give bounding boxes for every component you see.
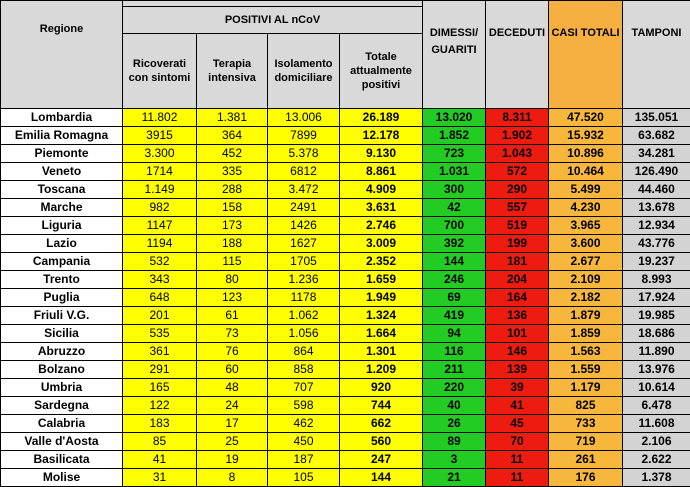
cell-total-cases: 2.182 [549, 289, 623, 307]
cell-total-positive: 744 [340, 397, 423, 415]
header-deceased: DECEDUTI [486, 1, 549, 109]
cell-tests: 34.281 [623, 145, 690, 163]
table-row [1, 397, 690, 415]
cell-home-isolation: 598 [268, 397, 340, 415]
cell-total-positive: 1.664 [340, 325, 423, 343]
cell-recovered: 211 [423, 361, 486, 379]
cell-recovered: 392 [423, 235, 486, 253]
cell-total-cases: 261 [549, 451, 623, 469]
cell-deceased: 1.902 [486, 127, 549, 145]
table-row [1, 451, 690, 469]
cell-hospitalized: 3.300 [123, 145, 197, 163]
table-row [1, 253, 690, 271]
cell-tests: 10.614 [623, 379, 690, 397]
cell-hospitalized: 1714 [123, 163, 197, 181]
cell-icu: 8 [197, 469, 268, 487]
cell-deceased: 101 [486, 325, 549, 343]
cell-deceased: 136 [486, 307, 549, 325]
cell-deceased: 8.311 [486, 109, 549, 127]
cell-recovered: 13.020 [423, 109, 486, 127]
cell-total-positive: 1.324 [340, 307, 423, 325]
cell-icu: 115 [197, 253, 268, 271]
cell-icu: 188 [197, 235, 268, 253]
cell-region: Lazio [1, 235, 123, 253]
cell-total-cases: 825 [549, 397, 623, 415]
cell-recovered: 26 [423, 415, 486, 433]
cell-tests: 13.976 [623, 361, 690, 379]
cell-hospitalized: 165 [123, 379, 197, 397]
cell-recovered: 300 [423, 181, 486, 199]
cell-recovered: 40 [423, 397, 486, 415]
table-row [1, 181, 690, 199]
cell-total-positive: 560 [340, 433, 423, 451]
cell-region: Basilicata [1, 451, 123, 469]
cell-hospitalized: 1.149 [123, 181, 197, 199]
cell-total-positive: 1.209 [340, 361, 423, 379]
cell-icu: 1.381 [197, 109, 268, 127]
cell-hospitalized: 85 [123, 433, 197, 451]
cell-total-positive: 920 [340, 379, 423, 397]
cell-deceased: 39 [486, 379, 549, 397]
cell-total-positive: 8.861 [340, 163, 423, 181]
table-row [1, 127, 690, 145]
cell-tests: 12.934 [623, 217, 690, 235]
cell-total-cases: 4.230 [549, 199, 623, 217]
cell-home-isolation: 5.378 [268, 145, 340, 163]
cell-region: Veneto [1, 163, 123, 181]
cell-total-positive: 1.301 [340, 343, 423, 361]
cell-region: Umbria [1, 379, 123, 397]
cell-deceased: 1.043 [486, 145, 549, 163]
cell-hospitalized: 343 [123, 271, 197, 289]
cell-home-isolation: 450 [268, 433, 340, 451]
cell-total-cases: 733 [549, 415, 623, 433]
table-row [1, 433, 690, 451]
header-hospitalized: Ricoverati con sintomi [123, 34, 197, 109]
cell-home-isolation: 462 [268, 415, 340, 433]
cell-recovered: 21 [423, 469, 486, 487]
cell-total-positive: 26.189 [340, 109, 423, 127]
header-total-cases: CASI TOTALI [549, 1, 623, 109]
cell-icu: 61 [197, 307, 268, 325]
cell-hospitalized: 31 [123, 469, 197, 487]
cell-home-isolation: 13.006 [268, 109, 340, 127]
cell-region: Molise [1, 469, 123, 487]
cell-total-positive: 3.009 [340, 235, 423, 253]
cell-icu: 76 [197, 343, 268, 361]
cell-hospitalized: 183 [123, 415, 197, 433]
cell-deceased: 181 [486, 253, 549, 271]
cell-region: Marche [1, 199, 123, 217]
cell-total-cases: 2.109 [549, 271, 623, 289]
cell-tests: 18.686 [623, 325, 690, 343]
cell-hospitalized: 532 [123, 253, 197, 271]
cell-home-isolation: 1.062 [268, 307, 340, 325]
cell-tests: 1.378 [623, 469, 690, 487]
cell-deceased: 519 [486, 217, 549, 235]
cell-total-positive: 9.130 [340, 145, 423, 163]
cell-region: Sardegna [1, 397, 123, 415]
cell-icu: 335 [197, 163, 268, 181]
cell-home-isolation: 3.472 [268, 181, 340, 199]
cell-deceased: 164 [486, 289, 549, 307]
table-row [1, 217, 690, 235]
cell-recovered: 42 [423, 199, 486, 217]
table-row [1, 199, 690, 217]
cell-hospitalized: 291 [123, 361, 197, 379]
cell-tests: 11.608 [623, 415, 690, 433]
cell-hospitalized: 41 [123, 451, 197, 469]
cell-tests: 19.237 [623, 253, 690, 271]
cell-recovered: 723 [423, 145, 486, 163]
cell-total-cases: 3.965 [549, 217, 623, 235]
header-icu: Terapia intensiva [197, 34, 268, 109]
table-row [1, 415, 690, 433]
cell-hospitalized: 361 [123, 343, 197, 361]
cell-hospitalized: 11.802 [123, 109, 197, 127]
table-row [1, 469, 690, 487]
cell-tests: 17.924 [623, 289, 690, 307]
cell-total-positive: 1.949 [340, 289, 423, 307]
table-row [1, 109, 690, 127]
cell-total-positive: 4.909 [340, 181, 423, 199]
table-row [1, 163, 690, 181]
cell-region: Abruzzo [1, 343, 123, 361]
cell-deceased: 41 [486, 397, 549, 415]
header-home-isolation: Isolamento domiciliare [268, 34, 340, 109]
cell-total-cases: 1.179 [549, 379, 623, 397]
header-positives-group: POSITIVI AL nCoV [123, 7, 423, 34]
cell-icu: 364 [197, 127, 268, 145]
cell-home-isolation: 105 [268, 469, 340, 487]
cell-icu: 25 [197, 433, 268, 451]
cell-recovered: 116 [423, 343, 486, 361]
table-row [1, 289, 690, 307]
cell-tests: 13.678 [623, 199, 690, 217]
cell-deceased: 11 [486, 469, 549, 487]
table-row [1, 343, 690, 361]
cell-total-cases: 1.859 [549, 325, 623, 343]
cell-total-positive: 2.352 [340, 253, 423, 271]
cell-icu: 19 [197, 451, 268, 469]
cell-total-cases: 3.600 [549, 235, 623, 253]
cell-total-cases: 15.932 [549, 127, 623, 145]
cell-total-positive: 662 [340, 415, 423, 433]
header-recovered: DIMESSI/ GUARITI [423, 1, 486, 109]
cell-home-isolation: 707 [268, 379, 340, 397]
cell-total-positive: 3.631 [340, 199, 423, 217]
cell-deceased: 557 [486, 199, 549, 217]
cell-region: Toscana [1, 181, 123, 199]
cell-deceased: 199 [486, 235, 549, 253]
cell-region: Liguria [1, 217, 123, 235]
cell-home-isolation: 1426 [268, 217, 340, 235]
cell-region: Trento [1, 271, 123, 289]
cell-home-isolation: 1.236 [268, 271, 340, 289]
cell-recovered: 220 [423, 379, 486, 397]
cell-region: Puglia [1, 289, 123, 307]
cell-home-isolation: 1178 [268, 289, 340, 307]
cell-home-isolation: 1.056 [268, 325, 340, 343]
cell-icu: 123 [197, 289, 268, 307]
cell-tests: 2.106 [623, 433, 690, 451]
cell-total-positive: 12.178 [340, 127, 423, 145]
cell-recovered: 144 [423, 253, 486, 271]
cell-deceased: 139 [486, 361, 549, 379]
cell-home-isolation: 864 [268, 343, 340, 361]
cell-hospitalized: 535 [123, 325, 197, 343]
cell-region: Friuli V.G. [1, 307, 123, 325]
cell-deceased: 290 [486, 181, 549, 199]
cell-tests: 11.890 [623, 343, 690, 361]
cell-recovered: 246 [423, 271, 486, 289]
cell-total-positive: 2.746 [340, 217, 423, 235]
table-row [1, 325, 690, 343]
cell-region: Bolzano [1, 361, 123, 379]
cell-home-isolation: 2491 [268, 199, 340, 217]
cell-total-cases: 10.464 [549, 163, 623, 181]
header-tests: TAMPONI [623, 1, 690, 109]
cell-total-cases: 1.559 [549, 361, 623, 379]
cell-icu: 288 [197, 181, 268, 199]
cell-hospitalized: 982 [123, 199, 197, 217]
cell-total-cases: 5.499 [549, 181, 623, 199]
cell-total-positive: 1.659 [340, 271, 423, 289]
cell-deceased: 70 [486, 433, 549, 451]
cell-region: Piemonte [1, 145, 123, 163]
cell-hospitalized: 1147 [123, 217, 197, 235]
cell-total-positive: 144 [340, 469, 423, 487]
cell-icu: 73 [197, 325, 268, 343]
cell-icu: 24 [197, 397, 268, 415]
cell-recovered: 69 [423, 289, 486, 307]
cell-total-cases: 1.879 [549, 307, 623, 325]
cell-region: Lombardia [1, 109, 123, 127]
cell-total-cases: 1.563 [549, 343, 623, 361]
cell-tests: 8.993 [623, 271, 690, 289]
cell-total-cases: 719 [549, 433, 623, 451]
table-row [1, 361, 690, 379]
cell-recovered: 1.852 [423, 127, 486, 145]
cell-tests: 2.622 [623, 451, 690, 469]
cell-recovered: 94 [423, 325, 486, 343]
cell-icu: 173 [197, 217, 268, 235]
cell-deceased: 204 [486, 271, 549, 289]
table-header [1, 1, 690, 109]
cell-tests: 63.682 [623, 127, 690, 145]
cell-home-isolation: 7899 [268, 127, 340, 145]
header-total-positive: Totale attualmente positivi [340, 34, 423, 109]
table-row [1, 379, 690, 397]
cell-hospitalized: 648 [123, 289, 197, 307]
cell-region: Calabria [1, 415, 123, 433]
table-body [1, 109, 690, 487]
cell-icu: 48 [197, 379, 268, 397]
cell-hospitalized: 201 [123, 307, 197, 325]
cell-tests: 126.490 [623, 163, 690, 181]
cell-icu: 60 [197, 361, 268, 379]
cell-tests: 135.051 [623, 109, 690, 127]
cell-icu: 80 [197, 271, 268, 289]
cell-recovered: 1.031 [423, 163, 486, 181]
table-row [1, 145, 690, 163]
table-row [1, 307, 690, 325]
cell-region: Valle d'Aosta [1, 433, 123, 451]
cell-total-cases: 176 [549, 469, 623, 487]
cell-region: Campania [1, 253, 123, 271]
header-region: Regione [1, 1, 123, 109]
cell-recovered: 89 [423, 433, 486, 451]
cell-deceased: 11 [486, 451, 549, 469]
cell-region: Sicilia [1, 325, 123, 343]
cell-deceased: 146 [486, 343, 549, 361]
cell-total-cases: 2.677 [549, 253, 623, 271]
cell-home-isolation: 187 [268, 451, 340, 469]
cell-icu: 158 [197, 199, 268, 217]
cell-total-cases: 47.520 [549, 109, 623, 127]
cell-hospitalized: 122 [123, 397, 197, 415]
cell-home-isolation: 6812 [268, 163, 340, 181]
cell-region: Emilia Romagna [1, 127, 123, 145]
cell-tests: 19.985 [623, 307, 690, 325]
cell-deceased: 572 [486, 163, 549, 181]
cell-recovered: 419 [423, 307, 486, 325]
cell-hospitalized: 3915 [123, 127, 197, 145]
cell-home-isolation: 1705 [268, 253, 340, 271]
cell-home-isolation: 858 [268, 361, 340, 379]
cell-home-isolation: 1627 [268, 235, 340, 253]
cell-tests: 6.478 [623, 397, 690, 415]
cell-tests: 44.460 [623, 181, 690, 199]
cell-recovered: 700 [423, 217, 486, 235]
cell-total-positive: 247 [340, 451, 423, 469]
cell-icu: 452 [197, 145, 268, 163]
table-row [1, 271, 690, 289]
cell-total-cases: 10.896 [549, 145, 623, 163]
cell-icu: 17 [197, 415, 268, 433]
cell-deceased: 45 [486, 415, 549, 433]
cell-recovered: 3 [423, 451, 486, 469]
table-row [1, 235, 690, 253]
cell-tests: 43.776 [623, 235, 690, 253]
cell-hospitalized: 1194 [123, 235, 197, 253]
